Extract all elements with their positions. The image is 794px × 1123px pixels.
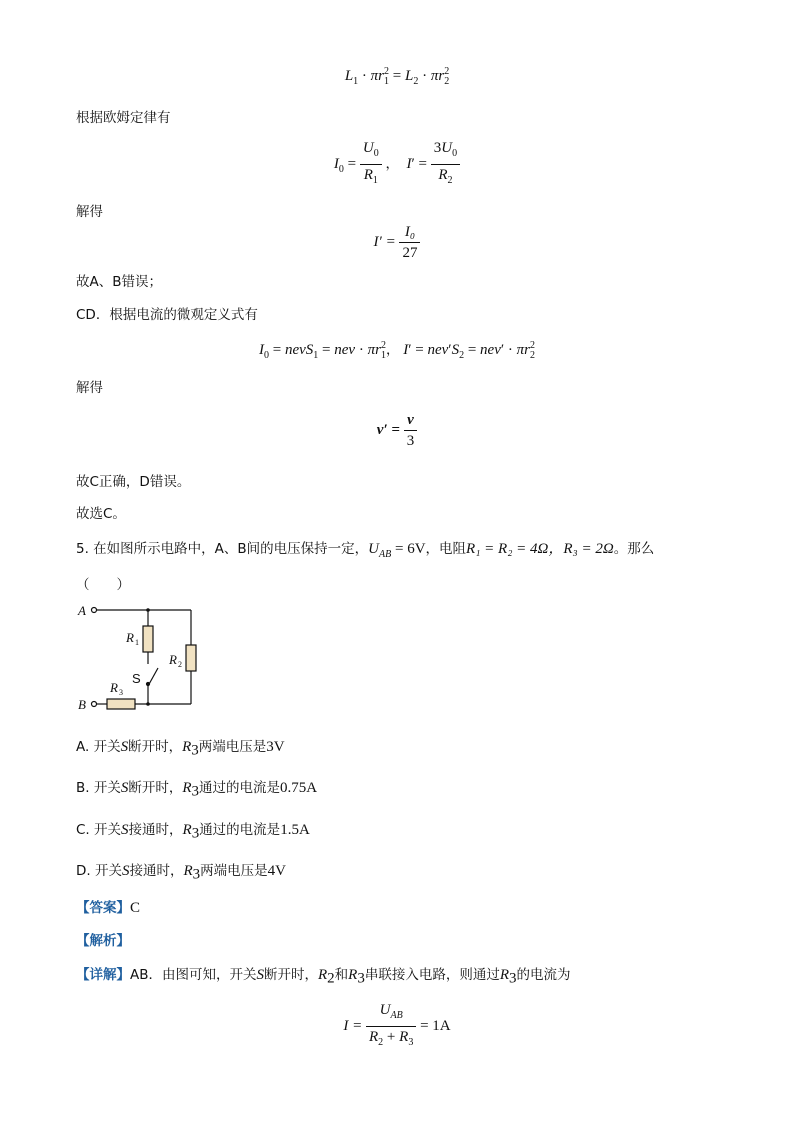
paragraph-cd-result: 故C正确，D错误。 xyxy=(76,474,191,490)
terminal-b xyxy=(92,702,97,707)
equation-length-area: $L_1 \cdot \pi r_1^2 = L_2 \cdot \pi r_2^2$ xyxy=(344,66,450,87)
detail-line: 【详解】AB．由图可知，开关S断开时，$R_2$和$R_3$串联接入电路，则通过$R_3$的电流为 xyxy=(76,967,571,987)
equation-final-current: I = $\frac{U_{AB}}{R_2 + R_3}$ = 1A xyxy=(343,1002,451,1048)
label-a: A xyxy=(78,603,86,618)
option-c[interactable]: C. 开关S接通时，$R_3$通过的电流是1.5A xyxy=(76,822,310,842)
answer-tag: 【答案】 xyxy=(76,900,130,916)
equation-micro-current: $I_0$ = nevS$_1$ = nev · $\pi r_1^2$， $I' = nev'S_2 = nev' \cdot \pi r_2^2$ xyxy=(259,340,535,361)
label-r3: R xyxy=(110,680,118,695)
label-r2: R xyxy=(169,652,177,667)
label-r1: R xyxy=(126,630,134,645)
option-d[interactable]: D. 开关S接通时，$R_3$两端电压是4V xyxy=(76,863,286,883)
paragraph-solve-1: 解得 xyxy=(76,204,103,220)
analysis-line xyxy=(76,929,130,949)
answer-value: C xyxy=(130,900,141,916)
circuit-diagram xyxy=(74,598,214,718)
svg-text:3: 3 xyxy=(119,688,123,697)
equation-v-prime: v′ = $\frac{v}{3}$ xyxy=(0,410,794,451)
svg-text:1: 1 xyxy=(135,638,139,647)
paragraph-cd-intro: CD．根据电流的微观定义式有 xyxy=(76,307,258,323)
detail-tag: 【详解】 xyxy=(76,967,130,983)
paragraph-ohm-law: 根据欧姆定律有 xyxy=(76,110,171,126)
resistor-r1 xyxy=(143,626,153,652)
label-s: S xyxy=(132,671,141,686)
paragraph-choose: 故选C。 xyxy=(76,506,126,522)
equation-ohm: $I_0$ = $\frac{U_0}{R_1}$ ， I′ = $\frac{3U_0}{R_2}$ xyxy=(0,138,794,191)
resistor-r2 xyxy=(186,645,196,671)
analysis-tag: 【解析】 xyxy=(76,933,130,949)
paragraph-ab-wrong: 故A、B错误； xyxy=(76,274,162,290)
option-b[interactable]: B. 开关S断开时，$R_3$通过的电流是0.75A xyxy=(76,780,318,800)
svg-text:2: 2 xyxy=(178,660,182,669)
label-b: B xyxy=(78,697,86,712)
paragraph-solve-2: 解得 xyxy=(76,380,103,396)
question-5-stem: 5. 在如图所示电路中，A、B间的电压保持一定，$U_{AB} = 6V$，电阻R₁ = R₂ = 4Ω，R₃ = 2Ω。那么 xyxy=(76,541,655,560)
terminal-a xyxy=(92,608,97,613)
option-a[interactable]: A. 开关S断开时，$R_3$两端电压是3V xyxy=(76,739,285,759)
equation-i-prime: I′ = $\frac{\text{I₀}}{27}$ xyxy=(0,222,794,263)
resistor-r3 xyxy=(107,699,135,709)
answer-line xyxy=(76,896,140,917)
question-5-paren: （ ） xyxy=(76,577,130,593)
